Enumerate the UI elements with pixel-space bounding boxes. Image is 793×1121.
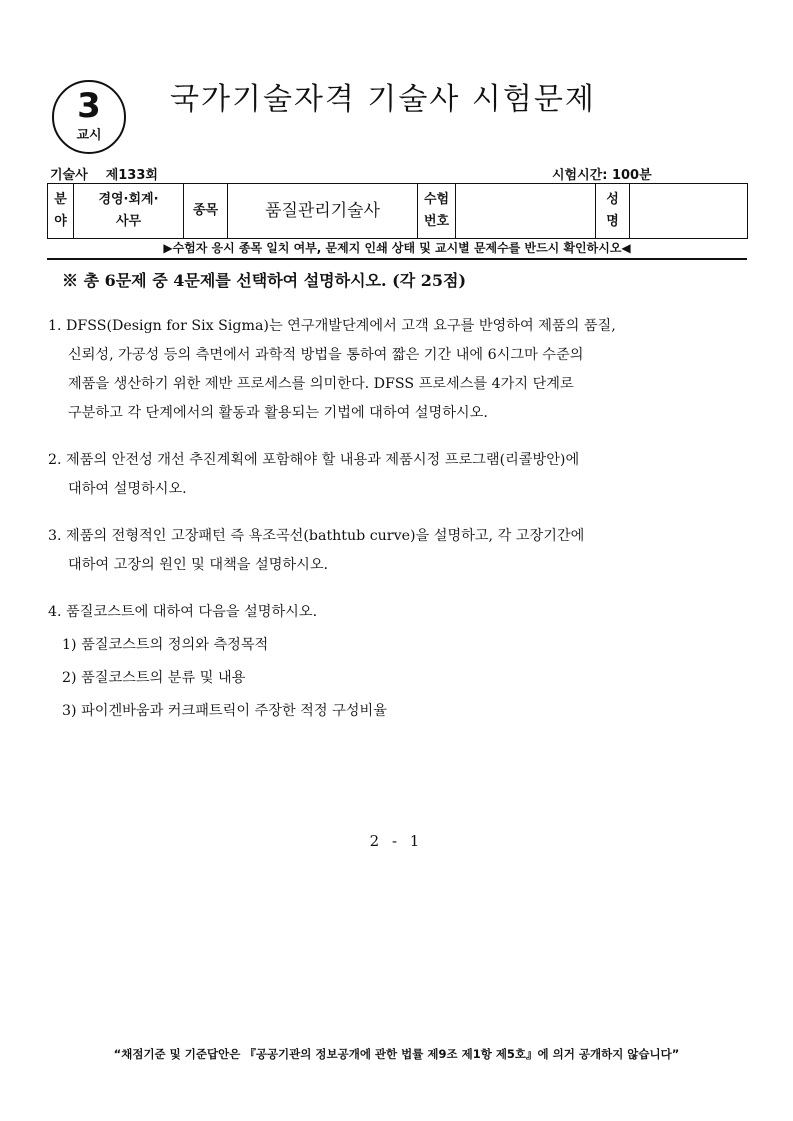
- exam-number-label-cell: [418, 184, 456, 239]
- question-line: 3. 제품의 전형적인 고장패턴 즉 욕조곡선(bathtub curve)을 설명하고, 각 고장기간에: [48, 528, 585, 544]
- session-number: 3: [77, 86, 101, 126]
- category-label: 종목: [184, 184, 228, 239]
- question-sub-item: 2) 품질코스트의 분류 및 내용: [62, 670, 246, 686]
- exam-number-field: [456, 184, 596, 239]
- exam-number-label-top: 수험: [423, 192, 450, 207]
- name-label-bottom: 명: [606, 214, 619, 229]
- page-number: 2 - 1: [369, 832, 424, 850]
- question-line: 4. 품질코스트에 대하여 다음을 설명하시오.: [48, 604, 318, 620]
- question-item: [48, 312, 758, 428]
- exam-info-table: [47, 183, 748, 239]
- question-item: [48, 522, 758, 580]
- question-item: [48, 446, 758, 504]
- session-badge: [52, 80, 126, 154]
- field-label-cell: [48, 184, 74, 239]
- category-value: 품질관리기술사: [228, 184, 418, 239]
- exam-round-info: [50, 164, 176, 183]
- question-sub-item: 1) 품질코스트의 정의와 측정목적: [62, 637, 269, 653]
- question-list: [48, 312, 758, 744]
- name-label-cell: [596, 184, 630, 239]
- exam-number-label-bottom: 번호: [423, 214, 450, 229]
- exam-round: 제133회: [105, 168, 158, 183]
- name-field: [630, 184, 748, 239]
- field-value-cell: [74, 184, 184, 239]
- field-label-bottom: 야: [54, 214, 67, 229]
- session-unit-label: 교시: [76, 128, 102, 143]
- name-label-top: 성: [606, 192, 619, 207]
- question-line: 신뢰성, 가공성 등의 측면에서 과학적 방법을 통하여 짧은 기간 내에 6시그마 수준의: [68, 347, 584, 363]
- field-label-top: 분: [54, 192, 67, 207]
- question-item: [48, 598, 758, 726]
- question-sub-item: 3) 파이겐바움과 커크패트릭이 주장한 적정 구성비율: [62, 703, 387, 719]
- header-divider: [47, 258, 747, 260]
- question-line: 2. 제품의 안전성 개선 추진계획에 포함해야 할 내용과 제품시정 프로그램(리콜방안)에: [48, 452, 580, 468]
- exam-type: 기술사: [50, 168, 88, 183]
- question-line: 대하여 고장의 원인 및 대책을 설명하시오.: [68, 557, 329, 573]
- disclosure-footer-note: “채점기준 및 기준답안은 『공공기관의 정보공개에 관한 법률 제9조 제1항 제5호』에 의거 공개하지 않습니다”: [113, 1047, 680, 1061]
- question-line: 제품을 생산하기 위한 제반 프로세스를 의미한다. DFSS 프로세스를 4가지 단계로: [68, 376, 574, 392]
- field-value-top: 경영·회계·: [98, 192, 159, 207]
- answer-directive: ※ 총 6문제 중 4문제를 선택하여 설명하시오. (각 25점): [62, 271, 467, 290]
- exam-time: 시험시간: 100분: [552, 168, 652, 183]
- field-value-bottom: 사무: [115, 214, 142, 229]
- question-line: 1. DFSS(Design for Six Sigma)는 연구개발단계에서 고객 요구를 반영하여 제품의 품질,: [48, 318, 616, 334]
- exam-title: 국가기술자격 기술사 시험문제: [170, 82, 596, 117]
- question-line: 구분하고 각 단계에서의 활동과 활용되는 기법에 대하여 설명하시오.: [68, 405, 488, 421]
- question-line: 대하여 설명하시오.: [68, 481, 187, 497]
- check-instruction: ▶수험자 응시 종목 일치 여부, 문제지 인쇄 상태 및 교시별 문제수를 반드시 확인하시오◀: [163, 241, 631, 255]
